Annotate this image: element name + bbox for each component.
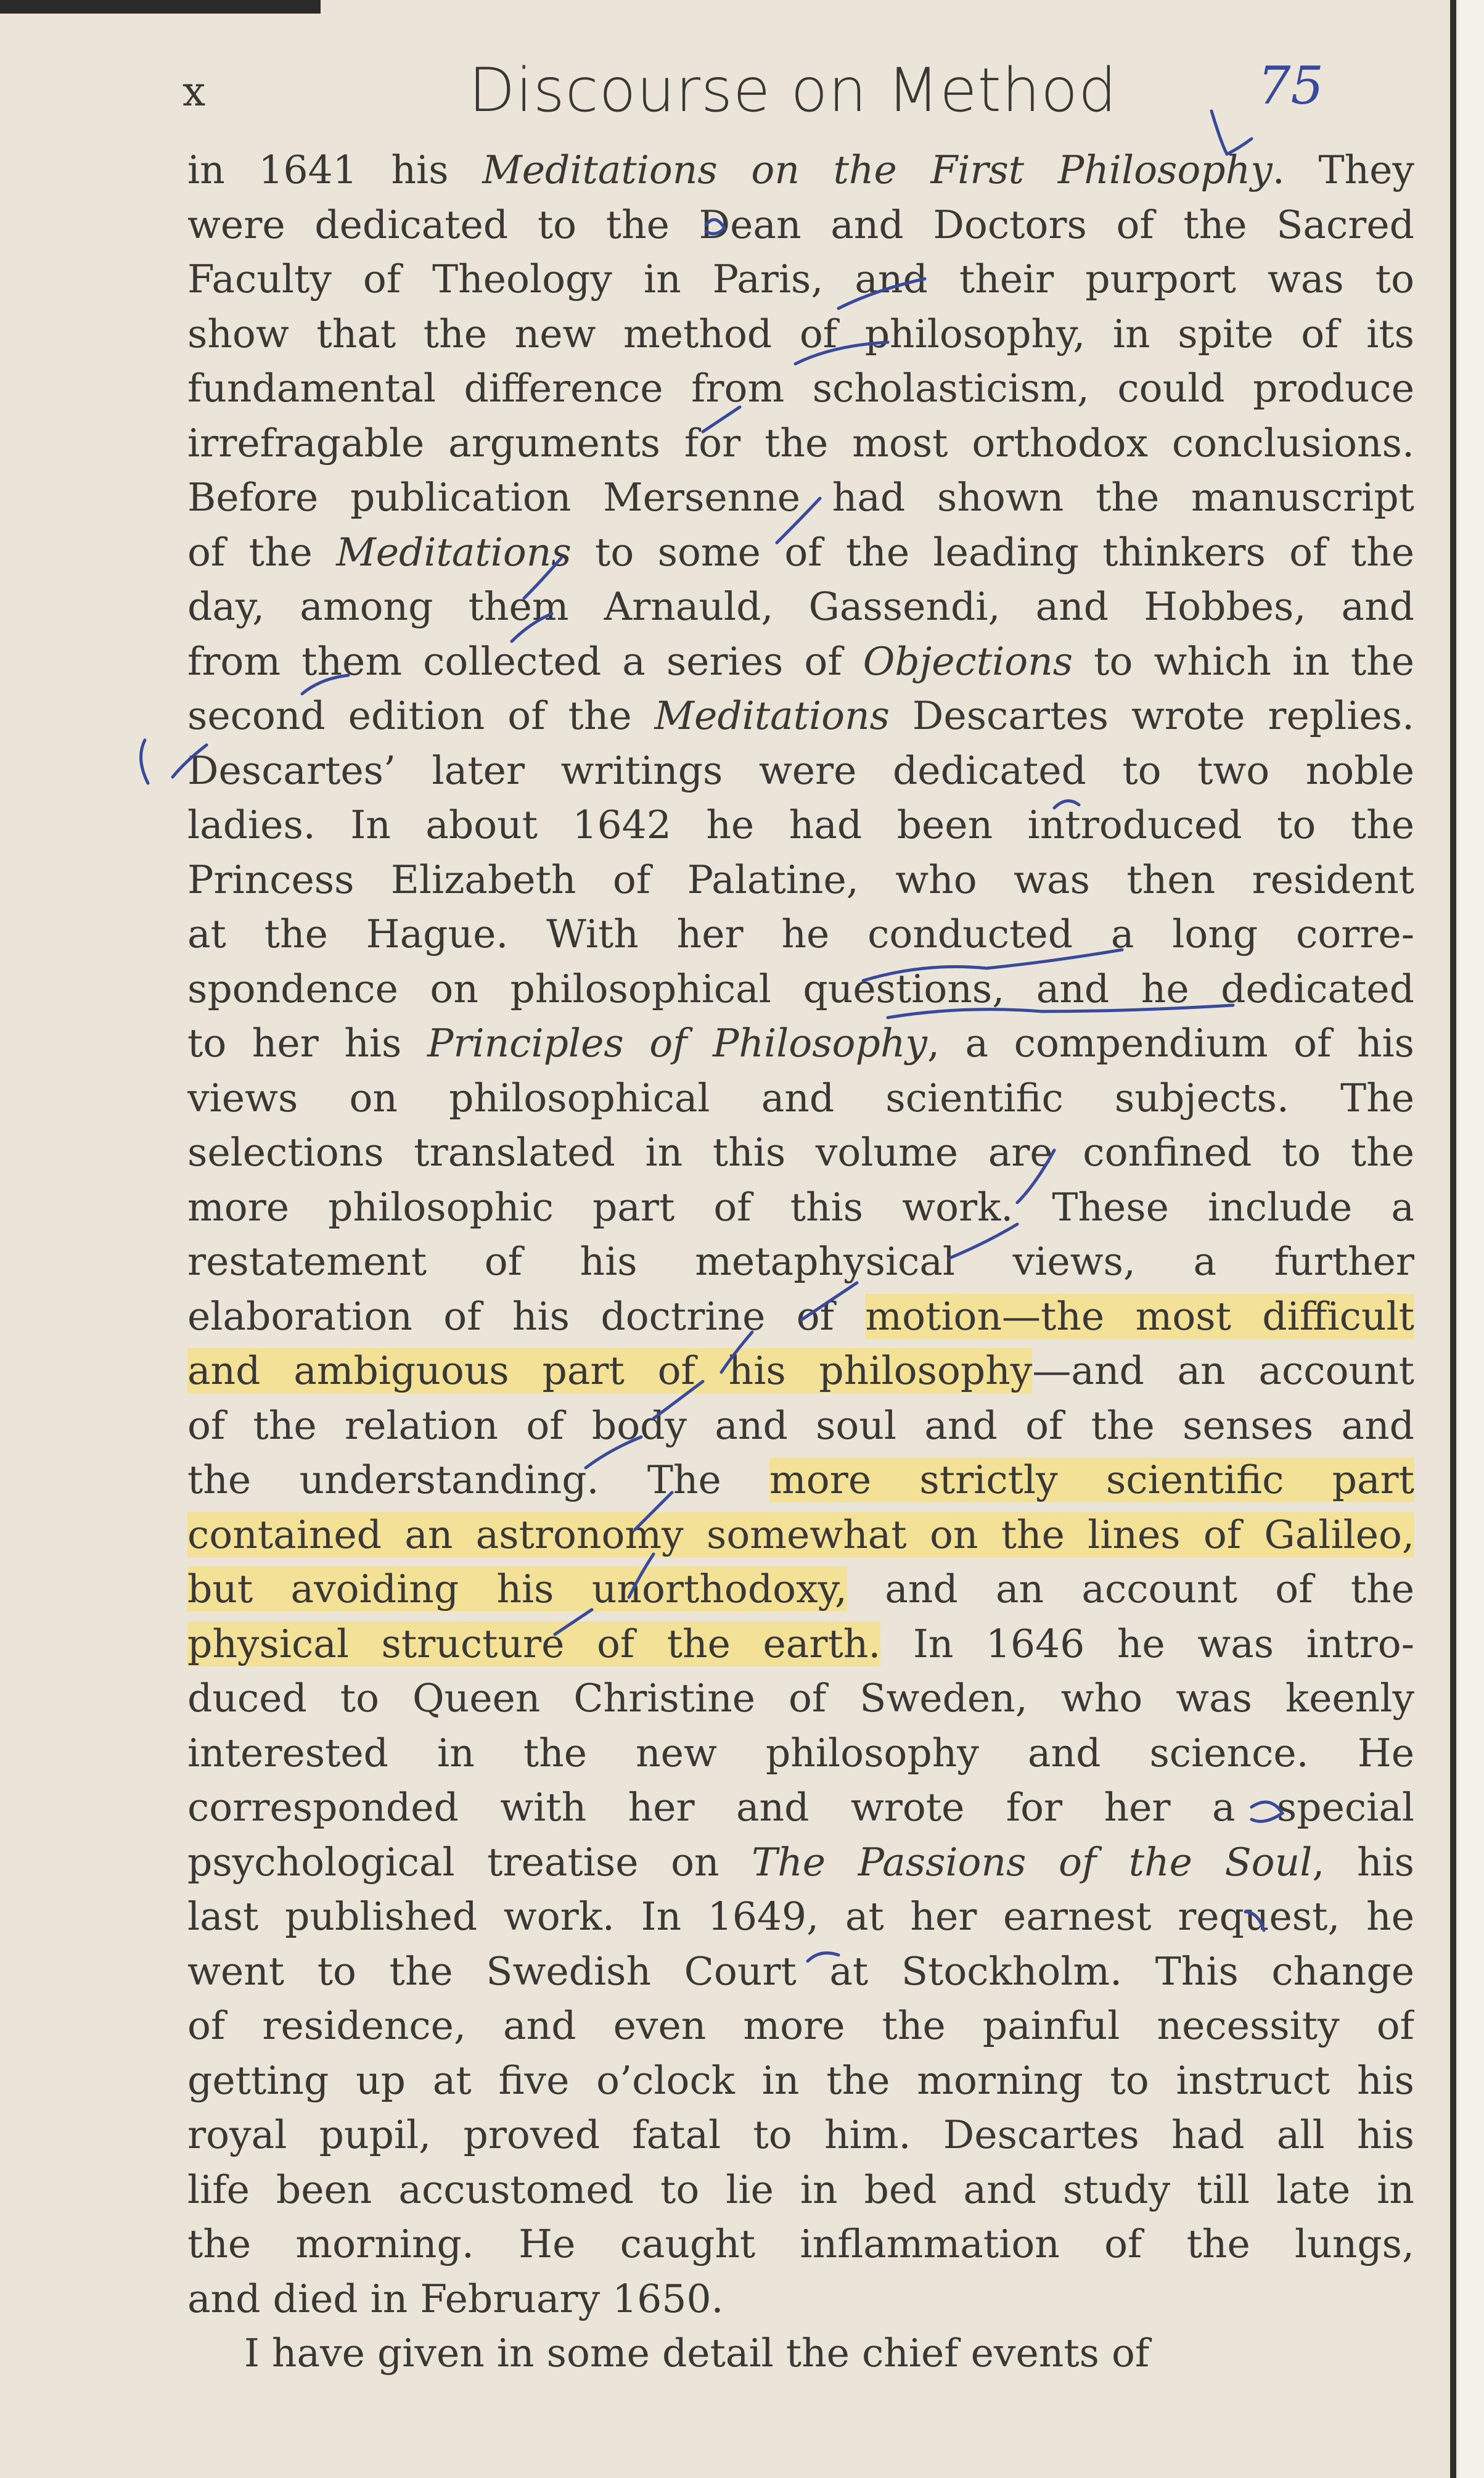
text-line-6: irrefragable arguments for the most orthodox conclusions. xyxy=(187,420,1414,466)
text-line-13: ladies. In about 1642 he had been introduced to the xyxy=(187,802,1414,847)
text-line-16: spondence on philosophical questions, and he dedicated xyxy=(187,966,1414,1011)
text-line-32: psychological treatise on The Passions of the Soul, his xyxy=(187,1839,1414,1885)
pen-mark-second xyxy=(173,745,207,777)
handwritten-page-number: 75 xyxy=(1258,56,1324,116)
text-line-2: were dedicated to the Dean and Doctors of the Sacred xyxy=(187,202,1414,247)
pen-mark-them xyxy=(302,675,348,694)
pen-mark-body xyxy=(654,1381,703,1418)
text-line-33: last published work. In 1649, at her earnest request, he xyxy=(187,1894,1414,1939)
text-line-27: but avoiding his unorthodoxy, and an account of the xyxy=(187,1566,1414,1612)
pen-mark-part xyxy=(721,1332,752,1372)
pen-mark-philosophy xyxy=(1227,139,1252,154)
pen-mark-astronomy xyxy=(635,1492,672,1529)
pen-mark-work xyxy=(1017,1150,1054,1203)
text-line-14: Princess Elizabeth of Palatine, who was then resident xyxy=(187,857,1414,902)
pen-mark-special xyxy=(1252,1802,1282,1821)
text-line-28: physical structure of the earth. In 1646 he was intro- xyxy=(187,1621,1414,1666)
pen-mark-mersenne xyxy=(777,498,820,543)
folio-number: x xyxy=(182,68,206,115)
text-line-19: selections translated in this volume are confined to the xyxy=(187,1130,1414,1175)
text-line-26: contained an astronomy somewhat on the lines of Galileo, xyxy=(187,1512,1414,1557)
text-line-36: getting up at five o’clock in the morning to instruct his xyxy=(187,2057,1414,2103)
pen-mark-margin-p xyxy=(141,740,148,783)
text-line-4: show that the new method of philosophy, in spite of its xyxy=(187,311,1414,356)
pen-mark-unorthodoxy xyxy=(629,1554,654,1597)
text-line-1: in 1641 his Meditations on the First Philosophy. They xyxy=(187,147,1414,192)
text-line-10: from them collected a series of Objections to which in the xyxy=(187,638,1414,684)
text-line-21: restatement of his metaphysical views, a further xyxy=(187,1239,1414,1284)
pen-mark-metaphysical xyxy=(949,1224,1017,1258)
text-line-7: Before publication Mersenne had shown the manuscript xyxy=(187,475,1414,520)
text-line-22: elaboration of his doctrine of motion—the most difficult xyxy=(187,1293,1414,1339)
pen-mark-dean xyxy=(706,220,724,234)
text-line-29: duced to Queen Christine of Sweden, who was keenly xyxy=(187,1676,1414,1721)
pen-mark-the xyxy=(586,1437,641,1468)
text-line-37: royal pupil, proved fatal to him. Descartes had all his xyxy=(187,2112,1414,2157)
text-line-11: second edition of the Meditations Descartes wrote replies. xyxy=(187,693,1414,738)
text-line-39: the morning. He caught inflammation of the lungs, xyxy=(187,2221,1414,2266)
pen-mark-among xyxy=(512,614,552,641)
pen-mark-purport xyxy=(838,279,925,308)
text-line-9: day, among them Arnauld, Gassendi, and Hobbes, and xyxy=(187,584,1414,629)
text-line-17: to her his Principles of Philosophy, a compendium of his xyxy=(187,1021,1414,1066)
pen-mark-caret xyxy=(1211,111,1227,154)
text-line-3: Faculty of Theology in Paris, and their purport was to xyxy=(187,257,1414,302)
pen-mark-scholasticism xyxy=(795,342,888,364)
text-line-40: and died in February 1650. xyxy=(187,2276,724,2321)
pen-mark-compendium xyxy=(888,1005,1233,1018)
pen-mark-questions xyxy=(863,950,1122,981)
text-line-23: and ambiguous part of his philosophy—and an account xyxy=(187,1348,1414,1393)
pen-mark-had xyxy=(1245,1912,1264,1930)
pen-mark-motion xyxy=(801,1283,857,1320)
text-line-5: fundamental difference from scholasticism, could produce xyxy=(187,366,1414,411)
text-line-20: more philosophic part of this work. These include a xyxy=(187,1184,1414,1230)
text-line-15: at the Hague. With her he conducted a long corre- xyxy=(187,912,1414,957)
text-line-30: interested in the new philosophy and science. He xyxy=(187,1730,1414,1776)
pen-mark-forthe xyxy=(703,407,740,432)
pen-mark-1650 xyxy=(808,1953,838,1961)
text-line-31: corresponded with her and wrote for her a special xyxy=(187,1785,1414,1830)
text-line-8: of the Meditations to some of the leading thinkers of the xyxy=(187,529,1414,575)
text-line-35: of residence, and even more the painful necessity of xyxy=(187,2003,1414,2048)
text-line-38: life been accustomed to lie in bed and study till late in xyxy=(187,2167,1414,2212)
pen-mark-meditations xyxy=(524,558,561,598)
text-line-18: views on philosophical and scientific subjects. The xyxy=(187,1075,1414,1121)
text-line-24: of the relation of body and soul and of the senses and xyxy=(187,1402,1414,1448)
pen-mark-earth xyxy=(555,1610,592,1634)
text-line-12: Descartes’ later writings were dedicated to two noble xyxy=(187,747,1414,793)
text-line-41: I have given in some detail the chief events of xyxy=(244,2331,1150,2376)
text-line-34: went to the Swedish Court at Stockholm. This change xyxy=(187,1948,1414,1994)
running-title: Discourse on Method xyxy=(469,56,1118,126)
pen-mark-two xyxy=(1054,801,1079,808)
text-line-25: the understanding. The more strictly scientific part xyxy=(187,1457,1414,1502)
